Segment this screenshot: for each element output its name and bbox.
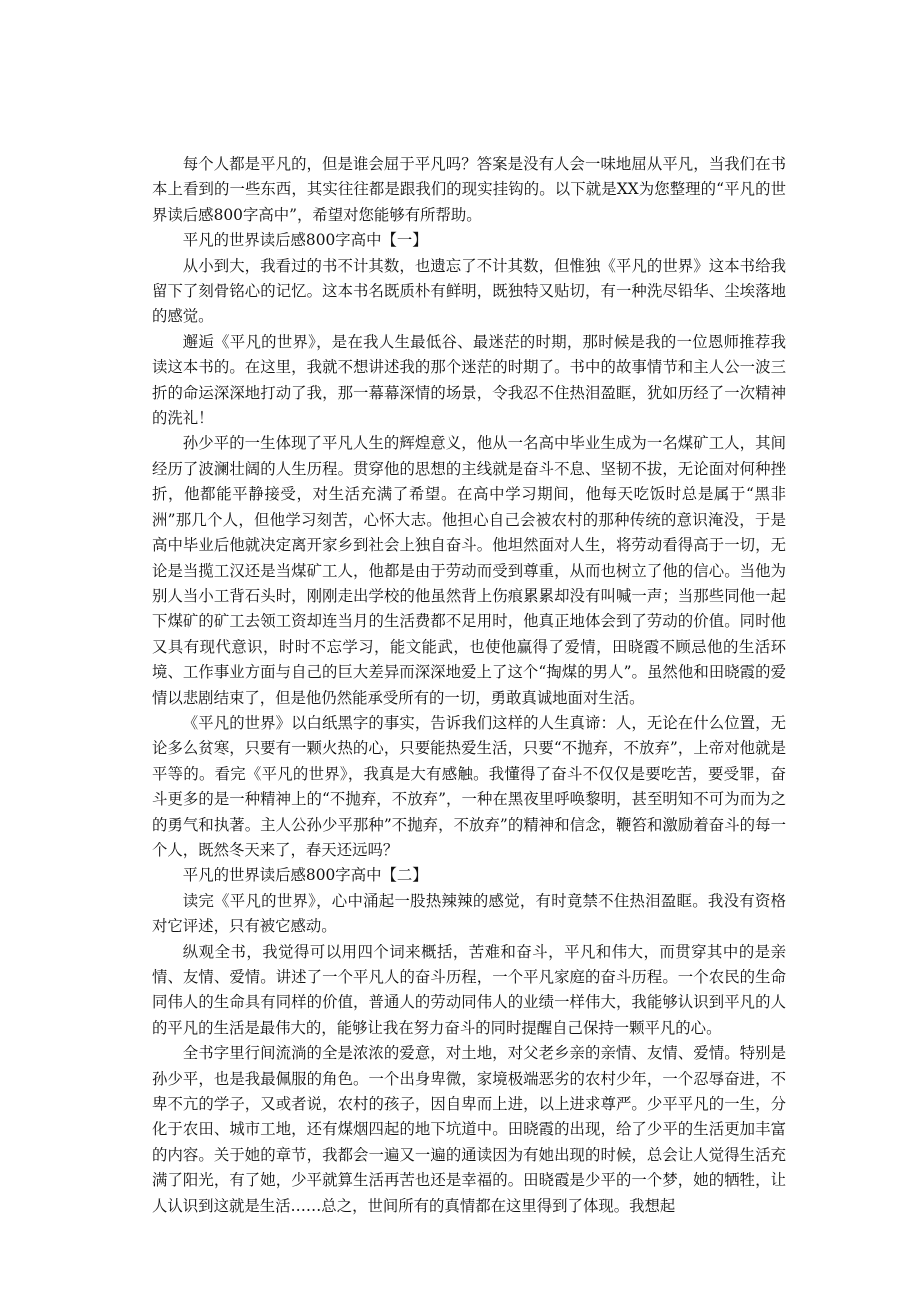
intro-paragraph: 每个人都是平凡的，但是谁会屈于平凡吗？答案是没有人会一味地屈从平凡，当我们在书本上看到的一些东西，其实往往都是跟我们的现实挂钩的。以下就是XX为您整理的“平凡的世界读后感800字高中”，希望对您能够有所帮助。 [152,155,786,224]
section-1-paragraph: 邂逅《平凡的世界》，是在我人生最低谷、最迷茫的时期，那时候是我的一位恩师推荐我读这本书的。在这里，我就不想讲述我的那个迷茫的时期了。书中的故事情节和主人公一波三折的命运深深地打动了我，那一幕幕深情的场景，令我忍不住热泪盈眶，犹如历经了一次精神的洗礼！ [152,332,786,428]
section-1-paragraph: 从小到大，我看过的书不计其数，也遗忘了不计其数，但惟独《平凡的世界》这本书给我留下了刻骨铭心的记忆。这本书名既质朴有鲜明，既独特又贴切，有一种洗尽铅华、尘埃落地的感觉。 [152,256,786,326]
section-2-paragraph: 纵观全书，我觉得可以用四个词来概括，苦难和奋斗，平凡和伟大，而贯穿其中的是亲情、友情、爱情。讲述了一个平凡人的奋斗历程，一个平凡家庭的奋斗历程。一个农民的生命同伟人的生命具有同样的价值，普通人的劳动同伟人的业绩一样伟大，我能够认识到平凡的人的平凡的生活是最伟大的，能够让我在努力奋斗的同时提醒自己保持一颗平凡的心。 [152,942,786,1037]
section-2-paragraph: 读完《平凡的世界》，心中涌起一股热辣辣的感觉，有时竟禁不住热泪盈眶。我没有资格对它评述，只有被它感动。 [152,891,786,936]
section-2-paragraph: 全书字里行间流淌的全是浓浓的爱意，对土地，对父老乡亲的亲情、友情、爱情。特别是孙少平，也是我最佩服的角色。一个出身卑微，家境极端恶劣的农村少年，一个忍辱奋进，不卑不亢的学子，又或者说，农村的孩子，因自卑而上进，以上进求尊严。少平平凡的一生，分化于农田、城市工地，还有煤烟四起的地下坑道中。田晓霞的出现，给了少平的生活更加丰富的内容。关于她的章节，我都会一遍又一遍的通读因为有她出现的时候，总会让人觉得生活充满了阳光，有了她，少平就算生活再苦也还是幸福的。田晓霞是少平的一个梦，她的牺牲，让人认识到这就是生活……总之，世间所有的真情都在这里得到了体现。我想起 [152,1044,786,1215]
section-2-heading: 平凡的世界读后感800字高中【二】 [182,866,428,885]
section-1-heading: 平凡的世界读后感800字高中【一】 [182,231,428,250]
section-1-paragraph: 孙少平的一生体现了平凡人生的辉煌意义，他从一名高中毕业生成为一名煤矿工人，其间经历了波澜壮阔的人生历程。贯穿他的思想的主线就是奋斗不息、坚韧不拔，无论面对何种挫折，他都能平静接受，对生活充满了希望。在高中学习期间，他每天吃饭时总是属于“黑非洲”那几个人，但他学习刻苦，心怀大志。他担心自己会被农村的那种传统的意识淹没，于是高中毕业后他就决定离开家乡到社会上独自奋斗。他坦然面对人生，将劳动看得高于一切，无论是当揽工汉还是当煤矿工人，他都是由于劳动而受到尊重，从而也树立了他的信心。当他为别人当小工背石头时，刚刚走出学校的他虽然背上伤痕累累却没有叫喊一声；当那些同他一起下煤矿的矿工去领工资却连当月的生活费都不足用时，他真正地体会到了劳动的价值。同时他又具有现代意识，时时不忘学习，能文能武，也使他赢得了爱情，田晓霞不顾忌他的生活环境、工作事业方面与自己的巨大差异而深深地爱上了这个“掏煤的男人”。虽然他和田晓霞的爱情以悲剧结束了，但是他仍然能承受所有的一切，勇敢真诚地面对生活。 [152,434,786,707]
section-1-paragraph: 《平凡的世界》以白纸黑字的事实，告诉我们这样的人生真谛：人，无论在什么位置，无论多么贫寒，只要有一颗火热的心，只要能热爱生活，只要“不抛弃，不放弃”，上帝对他就是平等的。看完《平凡的世界》，我真是大有感触。我懂得了奋斗不仅仅是要吃苦，要受罪，奋斗更多的是一种精神上的“不抛弃，不放弃”，一种在黑夜里呼唤黎明，甚至明知不可为而为之的勇气和执著。主人公孙少平那种”不抛弃，不放弃”的精神和信念，鞭笞和激励着奋斗的每一个人，既然冬天来了，春天还远吗？ [152,713,786,859]
document-body [152,152,786,1219]
